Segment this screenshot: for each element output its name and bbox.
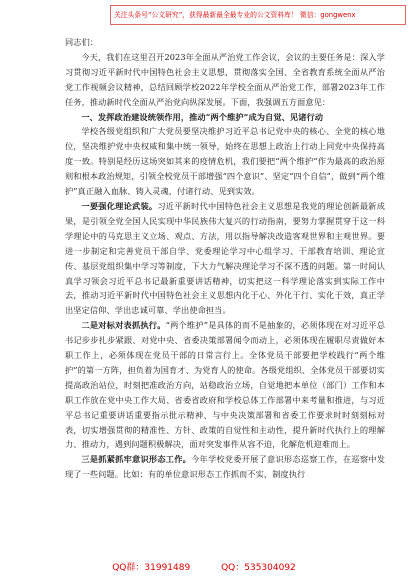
promo-banner-text: 关注头条号“公文研究”，获得最新最全最专业的公文资料库！ 微信：gongwenx <box>114 11 356 19</box>
contact-footer <box>0 560 408 576</box>
intro-paragraph: 今天，我们在这里召开2023年全面从严治党工作会议，会议的主要任务是：深入学习贯彻习近平新时代中国特色社会主义思想，贯彻落实全国、全省教育系统全面从严治党工作视频会议精神，总结回顾学校2022年学校全面从严治党工作，部署2023年工作任务，推动新时代全面从严治党向纵深发展。下面，我强调五方面意见： <box>65 51 385 107</box>
section-1-paragraph: 学校各级党组织和广大党员要坚决维护习近平总书记党中央的核心、全党的核心地位，坚决维护党中央权威和集中统一领导，始终在思想上政治上行动上同党中央保持高度一致。特别是经历这场突如其来的疫情危机，我们要把“两个维护”作为最高的政治原则和根本政治规矩，引领全校党员干部增强“四个意识”、坚定“四个自信”，做到“两个维护”真正融入血脉、铸入灵魂，付诸行动、见到实效。 <box>65 126 385 197</box>
subsection-2-text: “两个维护”是具体的而不是抽象的，必须体现在对习近平总书记步步扎步紧跟、对党中央、省委决策部署闻令而动上，必须体现在履职尽责做好本职工作上，必须体现在党员干部的日常言行上。全体党员干部要把学校践行“两个维护”的第一方阵，担负着为国育才、为党育人的使命。各级党组织、全体党员干部要切实提高政治站位，时刻把准政治方向，站稳政治立场，自觉地把本单位（部门）工作和本职工作放在党中央工作大局、省委省政府和学校总体工作部署中来考量和推进，与习近平总书记重要讲话重要指示批示精神、与中央决策部署和省委工作要求时时刻刻标对表，切实增强贯彻的精准性、方针、政策的自觉性和主动性，提升新时代执行上的理解力、推动力，遇到问题积极解决，面对突发事件从容不迫，化解危机迎难而上。 <box>65 320 385 450</box>
subsection-1-heading: 一要强化理论武装。 <box>81 200 158 211</box>
section-1-heading: 一、发挥政治建设统领作用，推动“两个维护”成为自觉、见诸行动 <box>81 111 324 122</box>
subsection-1-text: 习近平新时代中国特色社会主义思想是我党的理论创新最新成果，是引领全党全国人民实现中华民族伟大复兴的行动指南，要努力掌握贯穿于这一科学理论中的马克思主义立场、观点、方法，用以指导解决改造客观世界和主观世界。要进一步制定和完善党员干部自学、党委理论学习中心组学习、干部教育培训、理论宣传、基层党组织集中学习等制度，下大力气解决理论学习不深不透的问题。第一时间认真学习领会习近平总书记最新重要讲话精神，切实把这一科学理论落实到实际工作中去，推动习近平新时代中国特色社会主义思想内化于心、外化于行、实化于效，真正学出坚定信仰、学出忠诚可靠、学出使命担当。 <box>65 200 385 316</box>
qq-group-label: QQ群：31991489 <box>112 563 191 573</box>
document-body <box>65 35 385 555</box>
subsection-3-paragraph <box>65 452 385 482</box>
subsection-2-heading: 二是对标对表抓执行。 <box>81 320 166 331</box>
greeting: 同志们： <box>65 37 99 47</box>
qq-label: QQ：535304092 <box>221 563 296 573</box>
subsection-2-paragraph <box>65 318 385 452</box>
subsection-3-heading: 三是抓紧抓牢意识形态工作。 <box>81 454 192 465</box>
subsection-3-text: 今年学校党委开展了意识形态巡察工作，在巡察中发现了一些问题。比如：有的单位意识形态工作抓而不实，制度执行 <box>65 454 385 480</box>
subsection-1-paragraph <box>65 199 385 318</box>
promo-banner <box>110 5 406 25</box>
